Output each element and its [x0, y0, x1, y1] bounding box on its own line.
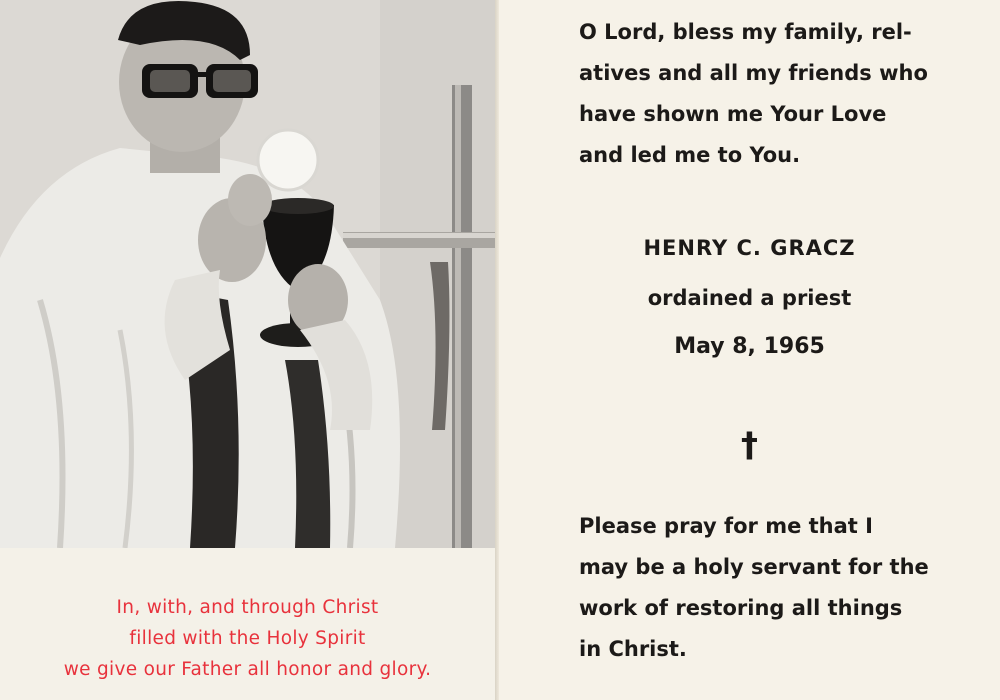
prayer-line: have shown me Your Love — [579, 102, 887, 126]
ordination-date: May 8, 1965 — [674, 334, 825, 359]
left-panel — [0, 0, 495, 700]
closing-line: Please pray for me that I — [579, 514, 873, 538]
caption-line: filled with the Holy Spirit — [129, 628, 366, 649]
closing-line: in Christ. — [579, 637, 687, 661]
prayer-line: O Lord, bless my family, rel- — [579, 20, 912, 44]
ordination-text: ordained a priest — [647, 286, 852, 310]
closing-line: may be a holy servant for the — [579, 555, 929, 579]
prayer-line: atives and all my friends who — [579, 61, 928, 85]
priest-photo — [0, 0, 495, 548]
caption-line: we give our Father all honor and glory. — [63, 659, 432, 680]
caption-prayer — [0, 592, 495, 685]
priest-name: HENRY C. GRACZ — [643, 236, 856, 260]
caption-line: In, with, and through Christ — [116, 597, 379, 618]
priest-photo-illustration — [0, 0, 495, 548]
prayer-line: and led me to You. — [579, 143, 801, 167]
right-panel — [499, 0, 1000, 700]
closing-prayer — [579, 506, 939, 670]
blessing-prayer — [579, 12, 939, 176]
closing-line: work of restoring all things — [579, 596, 903, 620]
cross-icon: † — [741, 425, 758, 465]
